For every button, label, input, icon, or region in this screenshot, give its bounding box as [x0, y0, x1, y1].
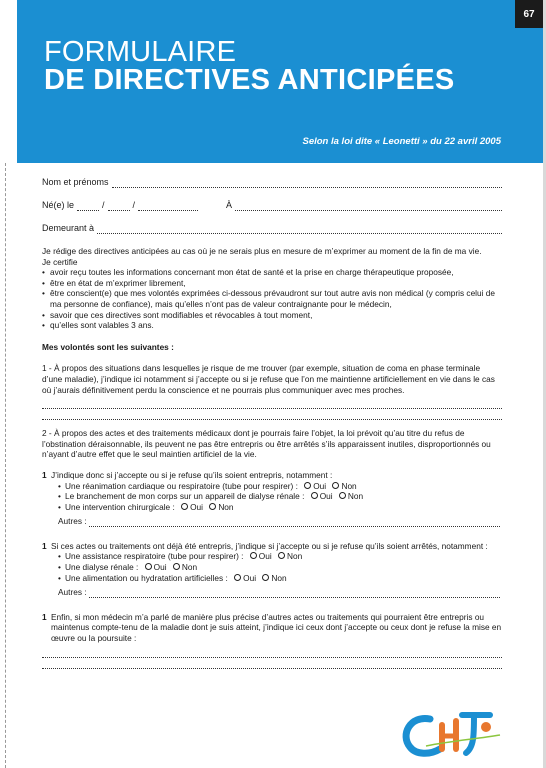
certify-item: • qu’elles sont valables 3 ans. [42, 320, 502, 331]
intro-line-2: Je certifie [42, 256, 78, 267]
non-label: Non [181, 562, 198, 573]
birth-place-line[interactable] [235, 202, 502, 211]
certify-item: • être en état de m’exprimer librement, [42, 278, 502, 289]
item-text: Si ces actes ou traitements ont déjà été entrepris, j’indique si j’accepte ou si je refuse qu’ils soient arrêtés, notamment : [51, 540, 488, 551]
item-text: Enfin, si mon médecin m’a parlé de manière plus précise d’autres actes ou traitements qui pourraient être entrepris ou maintenus compte-tenu de la maladie dont je suis atteint, j’indique ici ceux dont j’accepte ou ceux dont je refuse la mise en œuvre ou la poursuite : [51, 611, 502, 644]
autres-label: Autres : [58, 587, 87, 598]
section-1-answer-line[interactable] [42, 409, 502, 420]
residing-label: Demeurant à [42, 223, 95, 234]
cht-logo-icon [396, 705, 504, 760]
birth-field[interactable] [42, 200, 502, 211]
option-label: Une intervention chirurgicale : [65, 501, 175, 512]
title-line-2: DE DIRECTIVES ANTICIPÉES [44, 64, 455, 96]
birth-year-line[interactable] [138, 202, 198, 211]
item-text: J’indique donc si j’accepte ou si je refuse qu’ils soient entrepris, notamment : [51, 469, 333, 480]
non-radio-icon[interactable] [209, 503, 216, 510]
section-2-item-2 [42, 541, 502, 552]
item-3-answer-line[interactable] [42, 647, 502, 658]
item-number: 1 [42, 611, 47, 622]
oui-label: Oui [319, 491, 333, 502]
item-number: 1 [42, 540, 47, 551]
cut-line [5, 163, 6, 768]
item-number: 1 [42, 469, 47, 480]
oui-label: Oui [190, 501, 203, 512]
date-sep: / [132, 200, 136, 211]
non-label: Non [347, 491, 364, 502]
certify-item: • être conscient(e) que mes volontés exprimées ci-dessous prévaudront sur tout autre avis non médical (y compris celui de ma personne de confiance), mais qu’elles n’ont pas de valeur contraignante pour le médecin, [42, 288, 502, 309]
oui-label: Oui [313, 480, 327, 491]
non-radio-icon[interactable] [339, 492, 346, 499]
oui-label: Oui [153, 562, 167, 573]
section-title: Mes volontés sont les suivantes : [42, 341, 174, 352]
autres-field[interactable] [42, 516, 502, 527]
name-label: Nom et prénoms [42, 177, 109, 188]
non-label: Non [271, 572, 287, 583]
option-row [58, 481, 502, 492]
oui-label: Oui [243, 572, 257, 583]
autres-input-line[interactable] [89, 519, 500, 527]
option-label: Une assistance respiratoire (tube pour respirer) : [65, 551, 244, 562]
oui-radio-icon[interactable] [311, 492, 318, 499]
option-row [58, 562, 502, 573]
oui-radio-icon[interactable] [250, 552, 257, 559]
non-label: Non [287, 551, 303, 562]
page-number: 67 [515, 0, 543, 28]
subtitle: Selon la loi dite « Leonetti » du 22 avril 2005 [302, 136, 501, 147]
option-label: Une dialyse rénale : [65, 562, 139, 573]
section-2-text: 2 - À propos des actes et des traitements médicaux dont je pourrais faire l’objet, la loi prévoit qu’au titre du refus de l’obstination déraisonnable, ils peuvent ne pas être entrepris ou être arrêtés s’ils apparaissent inutiles, disproportionnés ou n’ayant d’autre effet que le seul maintien artificiel de la vie. [42, 428, 491, 460]
option-row [58, 491, 502, 502]
name-input-line[interactable] [112, 179, 502, 188]
options-list [42, 481, 502, 513]
item-3-answer-line[interactable] [42, 658, 502, 669]
at-label: À [226, 200, 233, 211]
birth-day-line[interactable] [77, 202, 99, 211]
residence-input-line[interactable] [97, 225, 502, 234]
option-label: Une alimentation ou hydratation artificielles : [65, 572, 228, 583]
oui-radio-icon[interactable] [234, 574, 241, 581]
autres-input-line[interactable] [89, 590, 500, 598]
born-label: Né(e) le [42, 200, 75, 211]
option-row [58, 551, 502, 562]
form-body [42, 177, 502, 669]
non-radio-icon[interactable] [278, 552, 285, 559]
option-row [58, 573, 502, 584]
non-label: Non [341, 480, 357, 491]
option-label: Le branchement de mon corps sur un appareil de dialyse rénale : [65, 491, 305, 502]
intro-line-1: Je rédige des directives anticipées au cas où je ne serais plus en mesure de m’exprimer au moment de la fin de ma vie. [42, 246, 482, 256]
non-radio-icon[interactable] [262, 574, 269, 581]
residence-field[interactable] [42, 223, 502, 234]
name-field[interactable] [42, 177, 502, 188]
certify-item: • avoir reçu toutes les informations concernant mon état de santé et la prise en charge thérapeutique proposée, [42, 267, 502, 278]
autres-label: Autres : [58, 516, 87, 527]
non-radio-icon[interactable] [332, 482, 339, 489]
birth-month-line[interactable] [108, 202, 130, 211]
section-1-text: 1 - À propos des situations dans lesquelles je risque de me trouver (par exemple, situation de coma en phase terminale d’une maladie), j’indique ici notamment si j’accepte ou si je refuse que l’on me maintienne artificiellement en vie dans le cas où j’aurais définitivement perdu la conscience et ne pourrais plus communiquer avec mes proches. [42, 363, 495, 395]
date-sep: / [102, 200, 105, 211]
header-banner [17, 0, 543, 163]
oui-radio-icon[interactable] [145, 563, 152, 570]
autres-field[interactable] [42, 587, 502, 598]
title-line-1: FORMULAIRE [44, 36, 237, 68]
certify-item: • savoir que ces directives sont modifiables et révocables à tout moment, [42, 310, 502, 321]
option-label: Une réanimation cardiaque ou respiratoire (tube pour respirer) : [65, 480, 298, 491]
options-list [42, 551, 502, 583]
certify-list [42, 267, 502, 331]
oui-radio-icon[interactable] [181, 503, 188, 510]
oui-label: Oui [258, 551, 272, 562]
section-1-answer-line[interactable] [42, 398, 502, 409]
option-row [58, 502, 502, 513]
non-radio-icon[interactable] [173, 563, 180, 570]
non-label: Non [218, 501, 234, 512]
section-2-item-1 [42, 470, 502, 481]
section-2-item-3 [42, 612, 502, 644]
oui-radio-icon[interactable] [304, 482, 311, 489]
